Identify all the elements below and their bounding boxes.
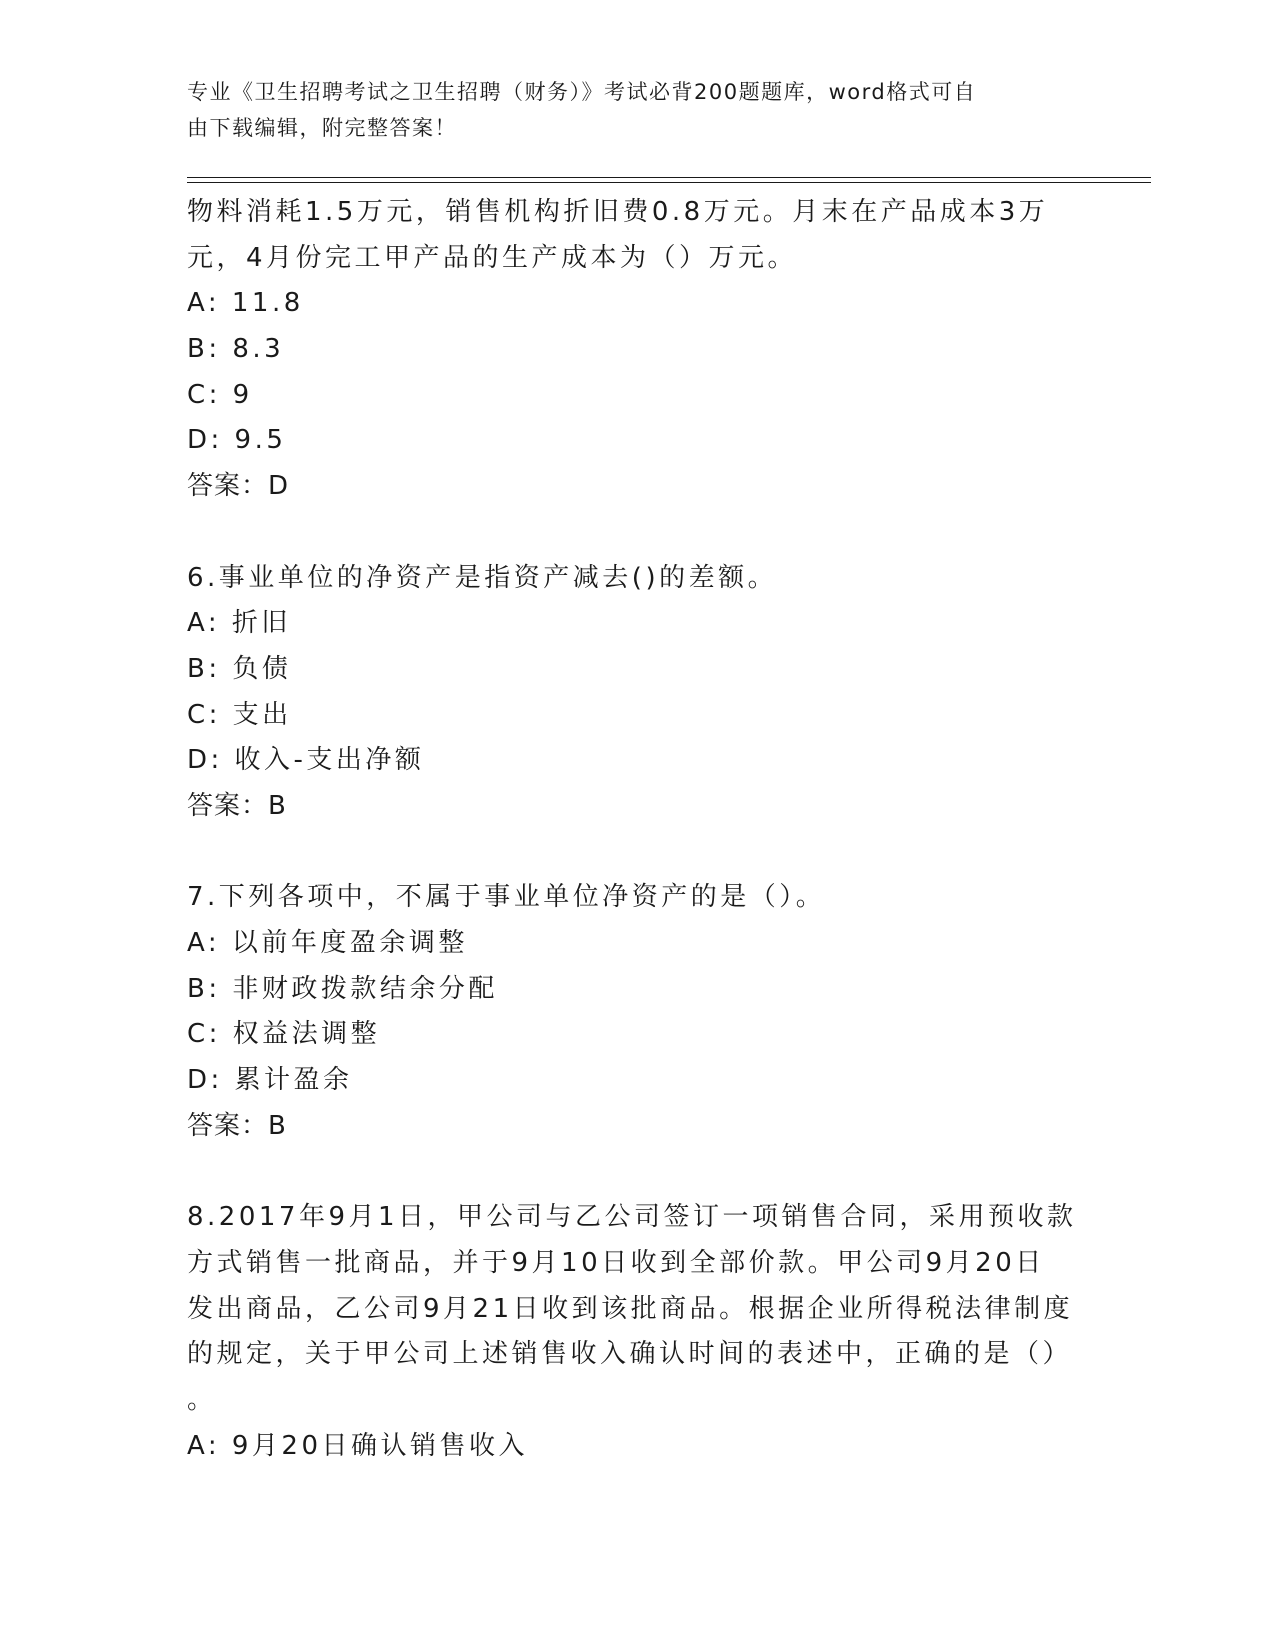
option-b: B: 非财政拨款结余分配 xyxy=(187,973,498,1004)
answer-line: 答案：D xyxy=(187,471,290,502)
question-stem-line: 。 xyxy=(187,1384,217,1415)
question-stem-line: 元，4月份完工甲产品的生产成本为（）万元。 xyxy=(187,242,798,273)
question-5 xyxy=(187,190,1087,510)
option-a: A: 折旧 xyxy=(187,608,291,639)
option-c: C: 权益法调整 xyxy=(187,1019,381,1050)
question-content xyxy=(187,190,1087,1469)
question-spacer xyxy=(187,510,1087,556)
question-stem-line: 8.2017年9月1日，甲公司与乙公司签订一项销售合同，采用预收款 xyxy=(187,1202,1077,1233)
header-line-2: 由下载编辑，附完整答案！ xyxy=(187,116,457,140)
option-b: B: 8.3 xyxy=(187,334,285,365)
question-stem-line: 7.下列各项中，不属于事业单位净资产的是（）。 xyxy=(187,882,826,913)
question-stem-line: 6.事业单位的净资产是指资产减去()的差额。 xyxy=(187,562,778,593)
option-c: C: 支出 xyxy=(187,699,292,730)
question-spacer xyxy=(187,830,1087,876)
question-8 xyxy=(187,1195,1087,1469)
option-b: B: 负债 xyxy=(187,653,292,684)
option-d: D: 9.5 xyxy=(187,425,287,456)
question-spacer xyxy=(187,1149,1087,1195)
question-6 xyxy=(187,556,1087,830)
answer-line: 答案：B xyxy=(187,790,287,821)
option-a: A: 11.8 xyxy=(187,288,304,319)
option-c: C: 9 xyxy=(187,379,253,410)
question-stem-line: 发出商品，乙公司9月21日收到该批商品。根据企业所得税法律制度 xyxy=(187,1293,1074,1324)
option-a: A: 以前年度盈余调整 xyxy=(187,928,468,958)
option-d: D: 累计盈余 xyxy=(187,1065,353,1096)
header-divider-top xyxy=(187,177,1151,178)
option-a: A: 9月20日确认销售收入 xyxy=(187,1430,528,1461)
header-divider-bottom xyxy=(187,182,1151,183)
question-stem-line: 的规定，关于甲公司上述销售收入确认时间的表述中，正确的是（） xyxy=(187,1339,1073,1370)
answer-line: 答案：B xyxy=(187,1110,287,1141)
option-d: D: 收入-支出净额 xyxy=(187,745,425,776)
question-7 xyxy=(187,875,1087,1149)
document-header xyxy=(187,74,1067,146)
question-stem-line: 方式销售一批商品，并于9月10日收到全部价款。甲公司9月20日 xyxy=(187,1247,1045,1278)
header-line-1: 专业《卫生招聘考试之卫生招聘（财务）》考试必背200题题库，word格式可自 xyxy=(187,80,977,104)
question-stem-line: 物料消耗1.5万元，销售机构折旧费0.8万元。月末在产品成本3万 xyxy=(187,197,1049,227)
